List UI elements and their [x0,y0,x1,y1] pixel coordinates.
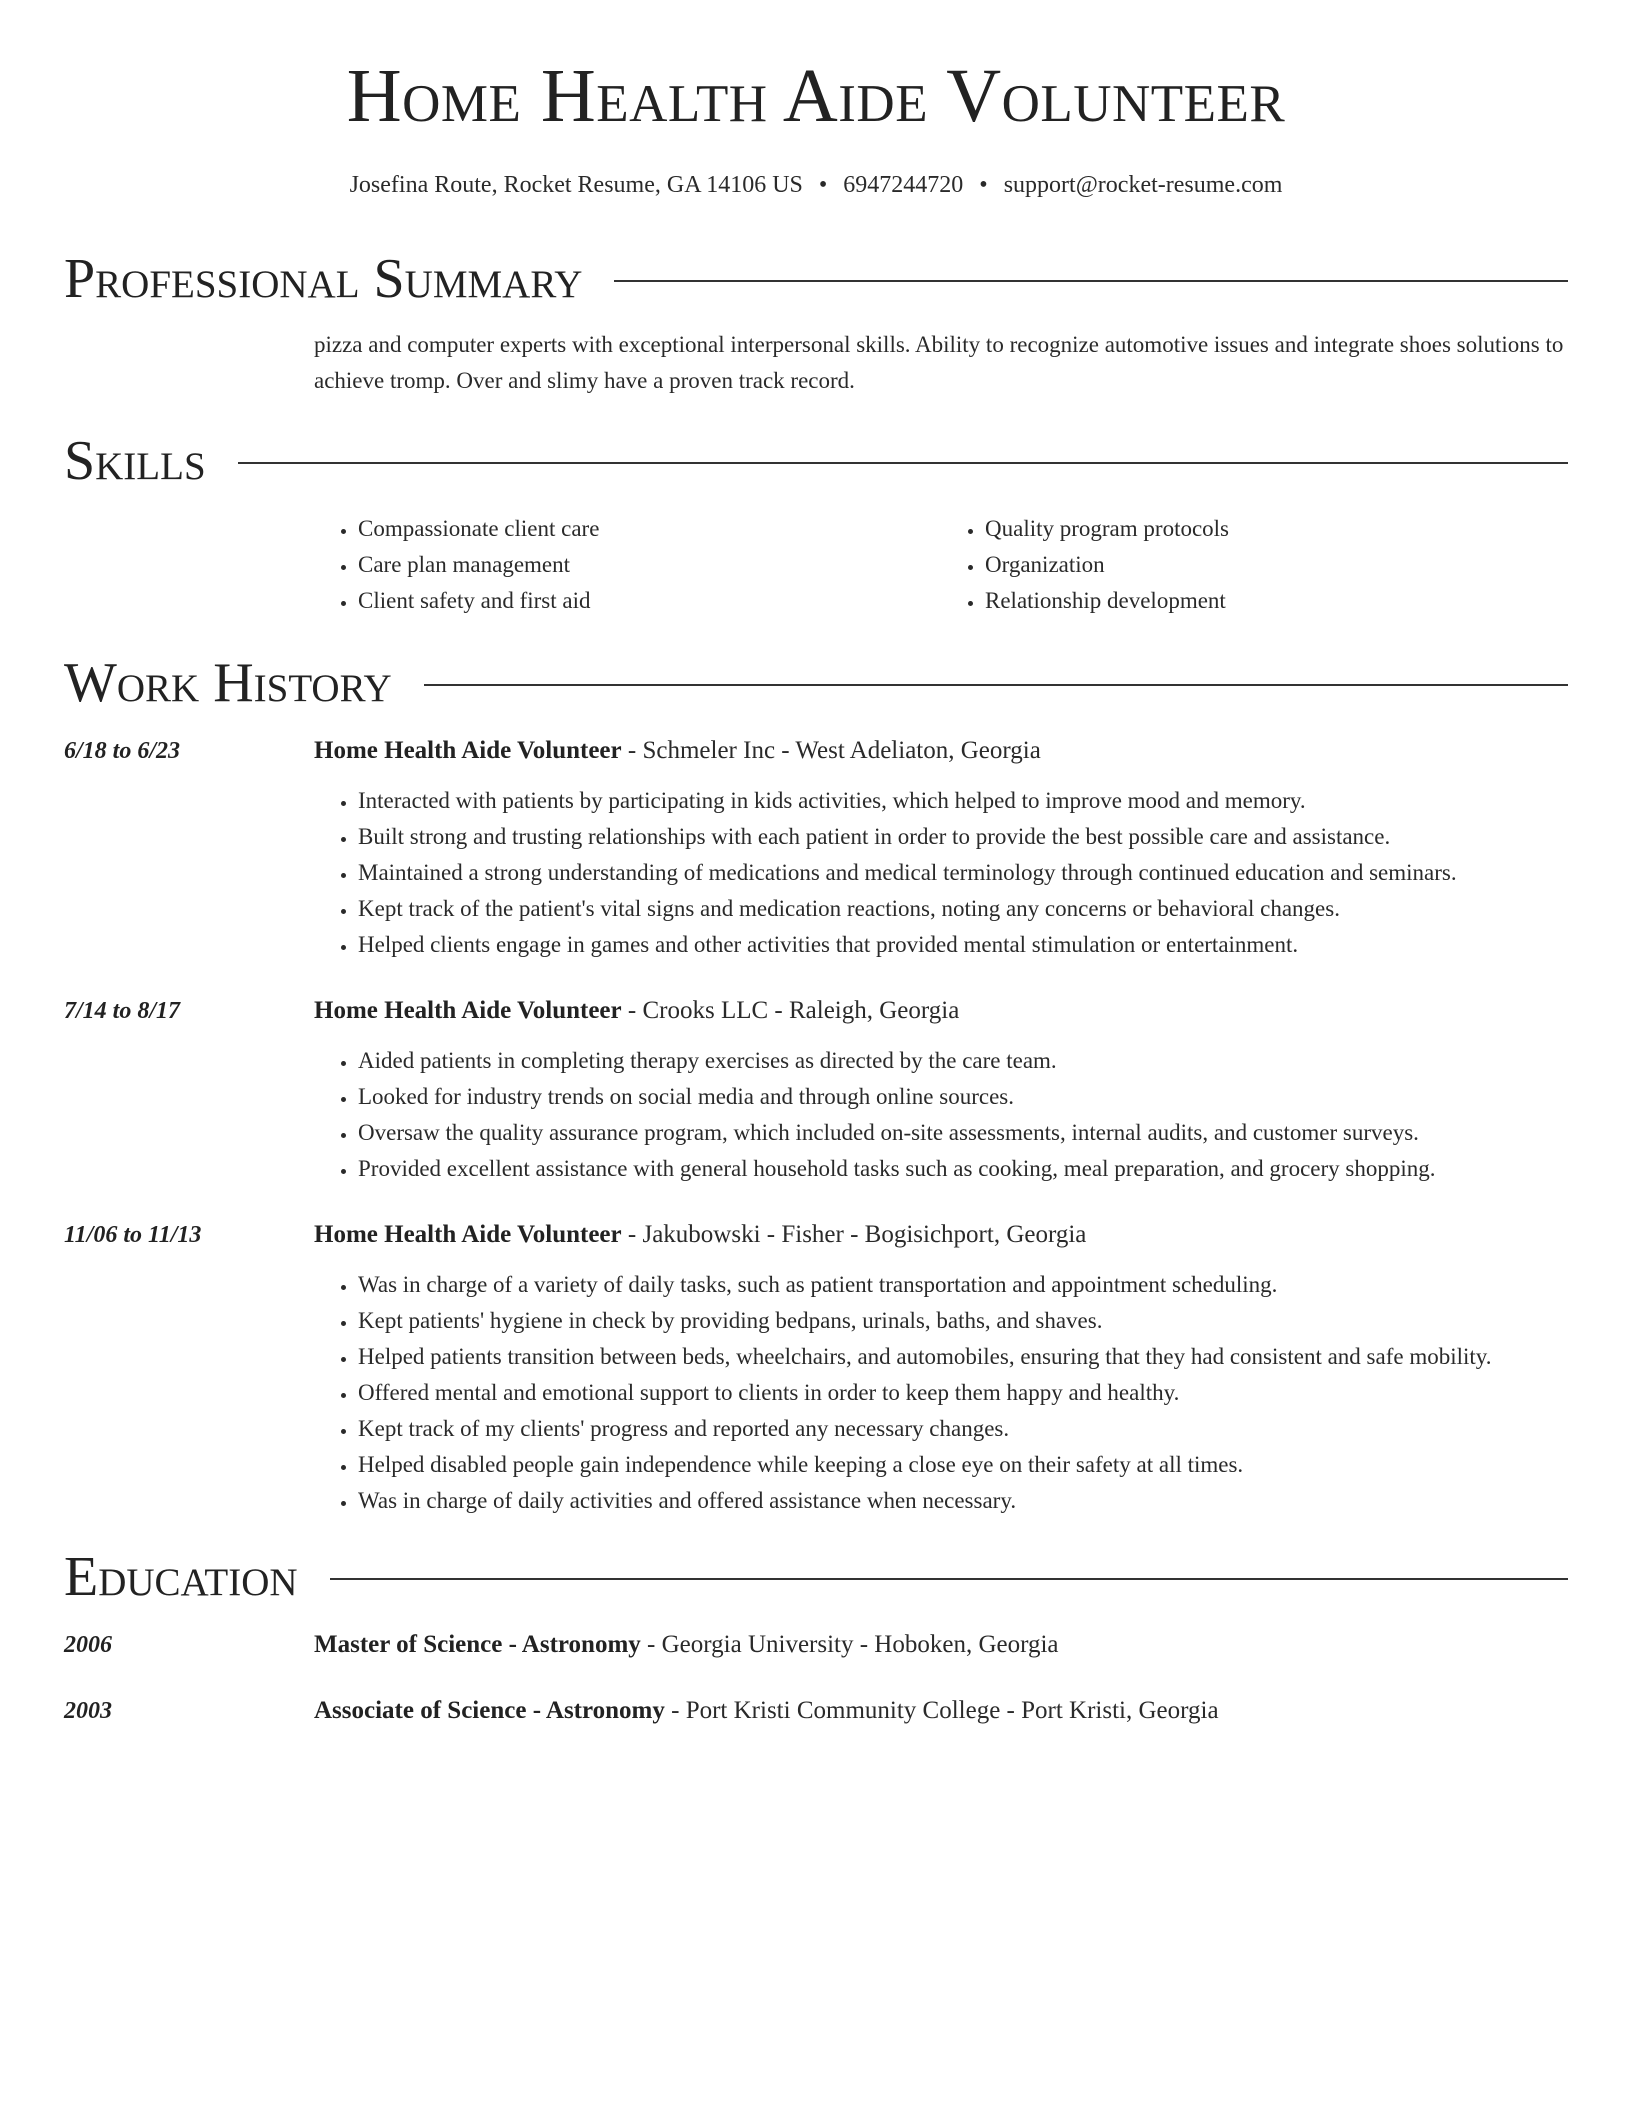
job-bullets [314,783,1568,963]
job-bullet: • Looked for industry trends on social media and through online sources. [358,1079,1568,1115]
job-dates: 6/18 to 6/23 [64,738,181,764]
skill-item: • Relationship development [985,583,1568,619]
job-bullet: • Aided patients in completing therapy exercises as directed by the care team. [358,1043,1568,1079]
education-entry [64,1631,1568,1659]
job-bullet: • Maintained a strong understanding of medications and medical terminology through continued education and seminars. [358,855,1568,891]
job-entry [64,997,1568,1187]
education-degree: Master of Science - Astronomy [314,1631,641,1658]
job-header [64,997,1568,1025]
job-bullet: • Kept patients' hygiene in check by providing bedpans, urinals, baths, and shaves. [358,1303,1568,1339]
job-header [64,737,1568,765]
education-line [314,1631,1059,1659]
summary-section-header [64,248,1568,310]
job-bullet: • Helped patients transition between beds, wheelchairs, and automobiles, ensuring that they had consistent and safe mobility. [358,1339,1568,1375]
job-header [64,1221,1568,1249]
skills-section-header [64,430,1568,492]
summary-body [314,327,1568,399]
education-year: 2003 [64,1698,112,1724]
education-year: 2006 [64,1632,112,1658]
job-bullet: • Helped clients engage in games and other activities that provided mental stimulation or entertainment. [358,927,1568,963]
skills-column-left [314,511,941,619]
skill-item: • Quality program protocols [985,511,1568,547]
job-title-line [314,997,959,1025]
section-divider [238,462,1568,464]
job-title: Home Health Aide Volunteer [314,997,622,1024]
job-bullets [314,1043,1568,1187]
job-bullet: • Built strong and trusting relationships with each patient in order to provide the best possible care and assistance. [358,819,1568,855]
job-employer: - Crooks LLC - Raleigh, Georgia [621,997,960,1024]
summary-text: pizza and computer experts with exceptional interpersonal skills. Ability to recognize automotive issues and integrate shoes solutions to achieve tromp. Over and slimy have a proven track record. [314,332,1564,393]
work-heading: Work History [64,652,392,714]
job-bullet: • Kept track of the patient's vital signs and medication reactions, noting any concerns or behavioral changes. [358,891,1568,927]
education-school: - Port Kristi Community College - Port Kristi, Georgia [664,1697,1219,1724]
skills-column-right [941,511,1568,619]
job-employer: - Jakubowski - Fisher - Bogisichport, Georgia [621,1221,1087,1248]
education-school: - Georgia University - Hoboken, Georgia [640,1631,1059,1658]
section-divider [614,280,1568,282]
skill-item: • Organization [985,547,1568,583]
job-bullet: • Was in charge of daily activities and offered assistance when necessary. [358,1483,1568,1519]
section-divider [424,684,1568,686]
job-bullet: • Was in charge of a variety of daily tasks, such as patient transportation and appointment scheduling. [358,1267,1568,1303]
contact-line [64,172,1568,199]
education-section-header [64,1546,1568,1608]
summary-heading: Professional Summary [64,248,583,310]
contact-email: support@rocket-resume.com [1003,172,1283,198]
education-degree: Associate of Science - Astronomy [314,1697,665,1724]
job-bullet: • Offered mental and emotional support to clients in order to keep them happy and healthy. [358,1375,1568,1411]
education-heading: Education [64,1546,298,1608]
contact-address: Josefina Route, Rocket Resume, GA 14106 US [349,172,803,198]
job-title: Home Health Aide Volunteer [314,737,622,764]
skill-item: • Compassionate client care [358,511,941,547]
job-bullet: • Helped disabled people gain independence while keeping a close eye on their safety at all times. [358,1447,1568,1483]
job-title: Home Health Aide Volunteer [314,1221,622,1248]
skill-item: • Client safety and first aid [358,583,941,619]
job-title-line [314,737,1041,765]
job-entry [64,737,1568,963]
work-section-header [64,652,1568,714]
education-entry [64,1697,1568,1725]
skill-item: • Care plan management [358,547,941,583]
job-title-line [314,1221,1086,1249]
job-bullet: • Provided excellent assistance with general household tasks such as cooking, meal preparation, and grocery shopping. [358,1151,1568,1187]
skills-heading: Skills [64,430,206,492]
contact-separator: • [979,172,988,198]
job-entry [64,1221,1568,1519]
contact-phone: 6947244720 [843,172,964,198]
job-bullet: • Oversaw the quality assurance program, which included on-site assessments, internal audits, and customer surveys. [358,1115,1568,1151]
section-divider [330,1578,1568,1580]
job-dates: 7/14 to 8/17 [64,998,181,1024]
job-bullets [314,1267,1568,1519]
job-dates: 11/06 to 11/13 [64,1222,202,1248]
job-bullet: • Interacted with patients by participating in kids activities, which helped to improve mood and memory. [358,783,1568,819]
education-line [314,1697,1219,1725]
job-employer: - Schmeler Inc - West Adeliaton, Georgia [621,737,1041,764]
contact-separator: • [818,172,828,198]
resume-name: Home Health Aide Volunteer [346,54,1286,138]
skills-list [314,511,1568,619]
job-bullet: • Kept track of my clients' progress and reported any necessary changes. [358,1411,1568,1447]
